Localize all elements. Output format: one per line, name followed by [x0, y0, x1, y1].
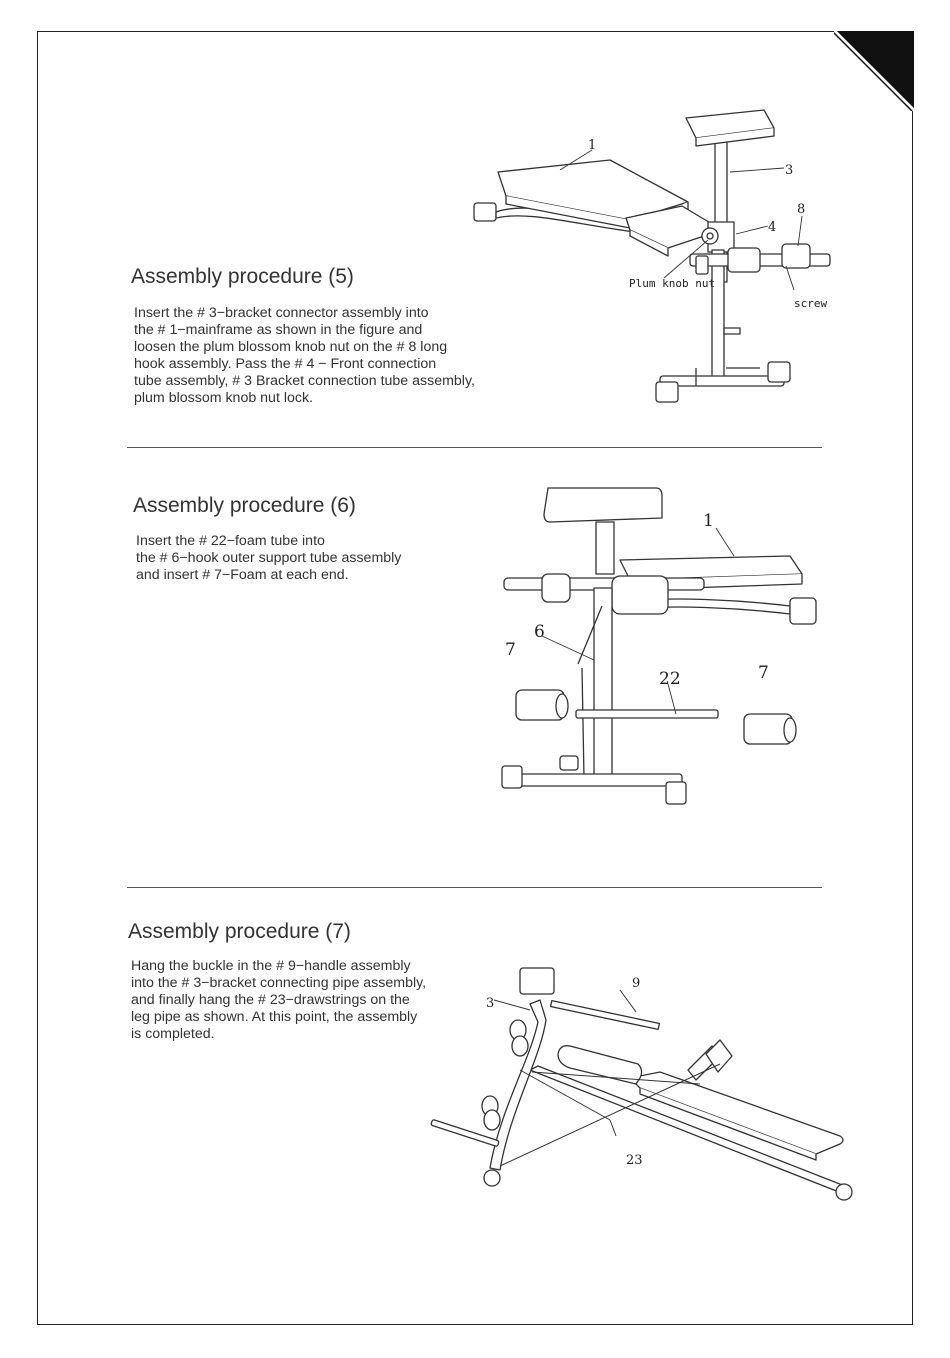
figure-step-5 [460, 100, 840, 420]
callout-23: 23 [626, 1153, 643, 1168]
callout-1: 1 [703, 511, 714, 531]
instruction-line: the # 6−hook outer support tube assembly [136, 550, 402, 566]
instruction-line: tube assembly, # 3 Bracket connection tube assembly, [134, 373, 475, 389]
callout-8: 8 [797, 202, 806, 217]
callout-22: 22 [659, 669, 681, 689]
instruction-line: hook assembly. Pass the # 4 − Front connection [134, 356, 437, 372]
instruction-line: loosen the plum blossom knob nut on the # 8 long [134, 339, 448, 355]
callout-4: 4 [768, 220, 777, 235]
section-divider [127, 887, 822, 888]
section-6-instructions [136, 533, 401, 584]
callout-3: 3 [785, 163, 794, 178]
section-6-title: Assembly procedure (6) [133, 494, 356, 517]
instruction-line: is completed. [131, 1026, 215, 1042]
section-divider [127, 447, 822, 448]
section-7-instructions [131, 958, 426, 1043]
callout-7-left: 7 [505, 640, 516, 660]
instruction-line: and insert # 7−Foam at each end. [136, 567, 349, 583]
callout-9: 9 [632, 976, 641, 991]
figure-step-6 [490, 478, 840, 818]
figure-step-7 [420, 960, 860, 1210]
instruction-line: the # 1−mainframe as shown in the figure and [134, 322, 423, 338]
instruction-line: and finally hang the # 23−drawstrings on the [131, 992, 410, 1008]
section-5-instructions [134, 305, 475, 407]
callout-3: 3 [486, 996, 495, 1011]
callout-7-right: 7 [758, 663, 769, 683]
instruction-line: Hang the buckle in the # 9−handle assembly [131, 958, 411, 974]
callout-6: 6 [534, 622, 545, 642]
instruction-line: Insert the # 3−bracket connector assembly into [134, 305, 429, 321]
callout-screw: screw [794, 297, 828, 310]
instruction-line: into the # 3−bracket connecting pipe assembly, [131, 975, 427, 991]
instruction-line: Insert the # 22−foam tube into [136, 533, 325, 549]
instruction-line: plum blossom knob nut lock. [134, 390, 314, 406]
callout-1: 1 [588, 138, 597, 153]
callout-plum-knob-nut: Plum knob nut [629, 277, 716, 290]
section-7-title: Assembly procedure (7) [128, 920, 351, 943]
section-5-title: Assembly procedure (5) [131, 265, 354, 288]
instruction-line: leg pipe as shown. At this point, the assembly [131, 1009, 418, 1025]
corner-tab-mark [834, 31, 914, 111]
